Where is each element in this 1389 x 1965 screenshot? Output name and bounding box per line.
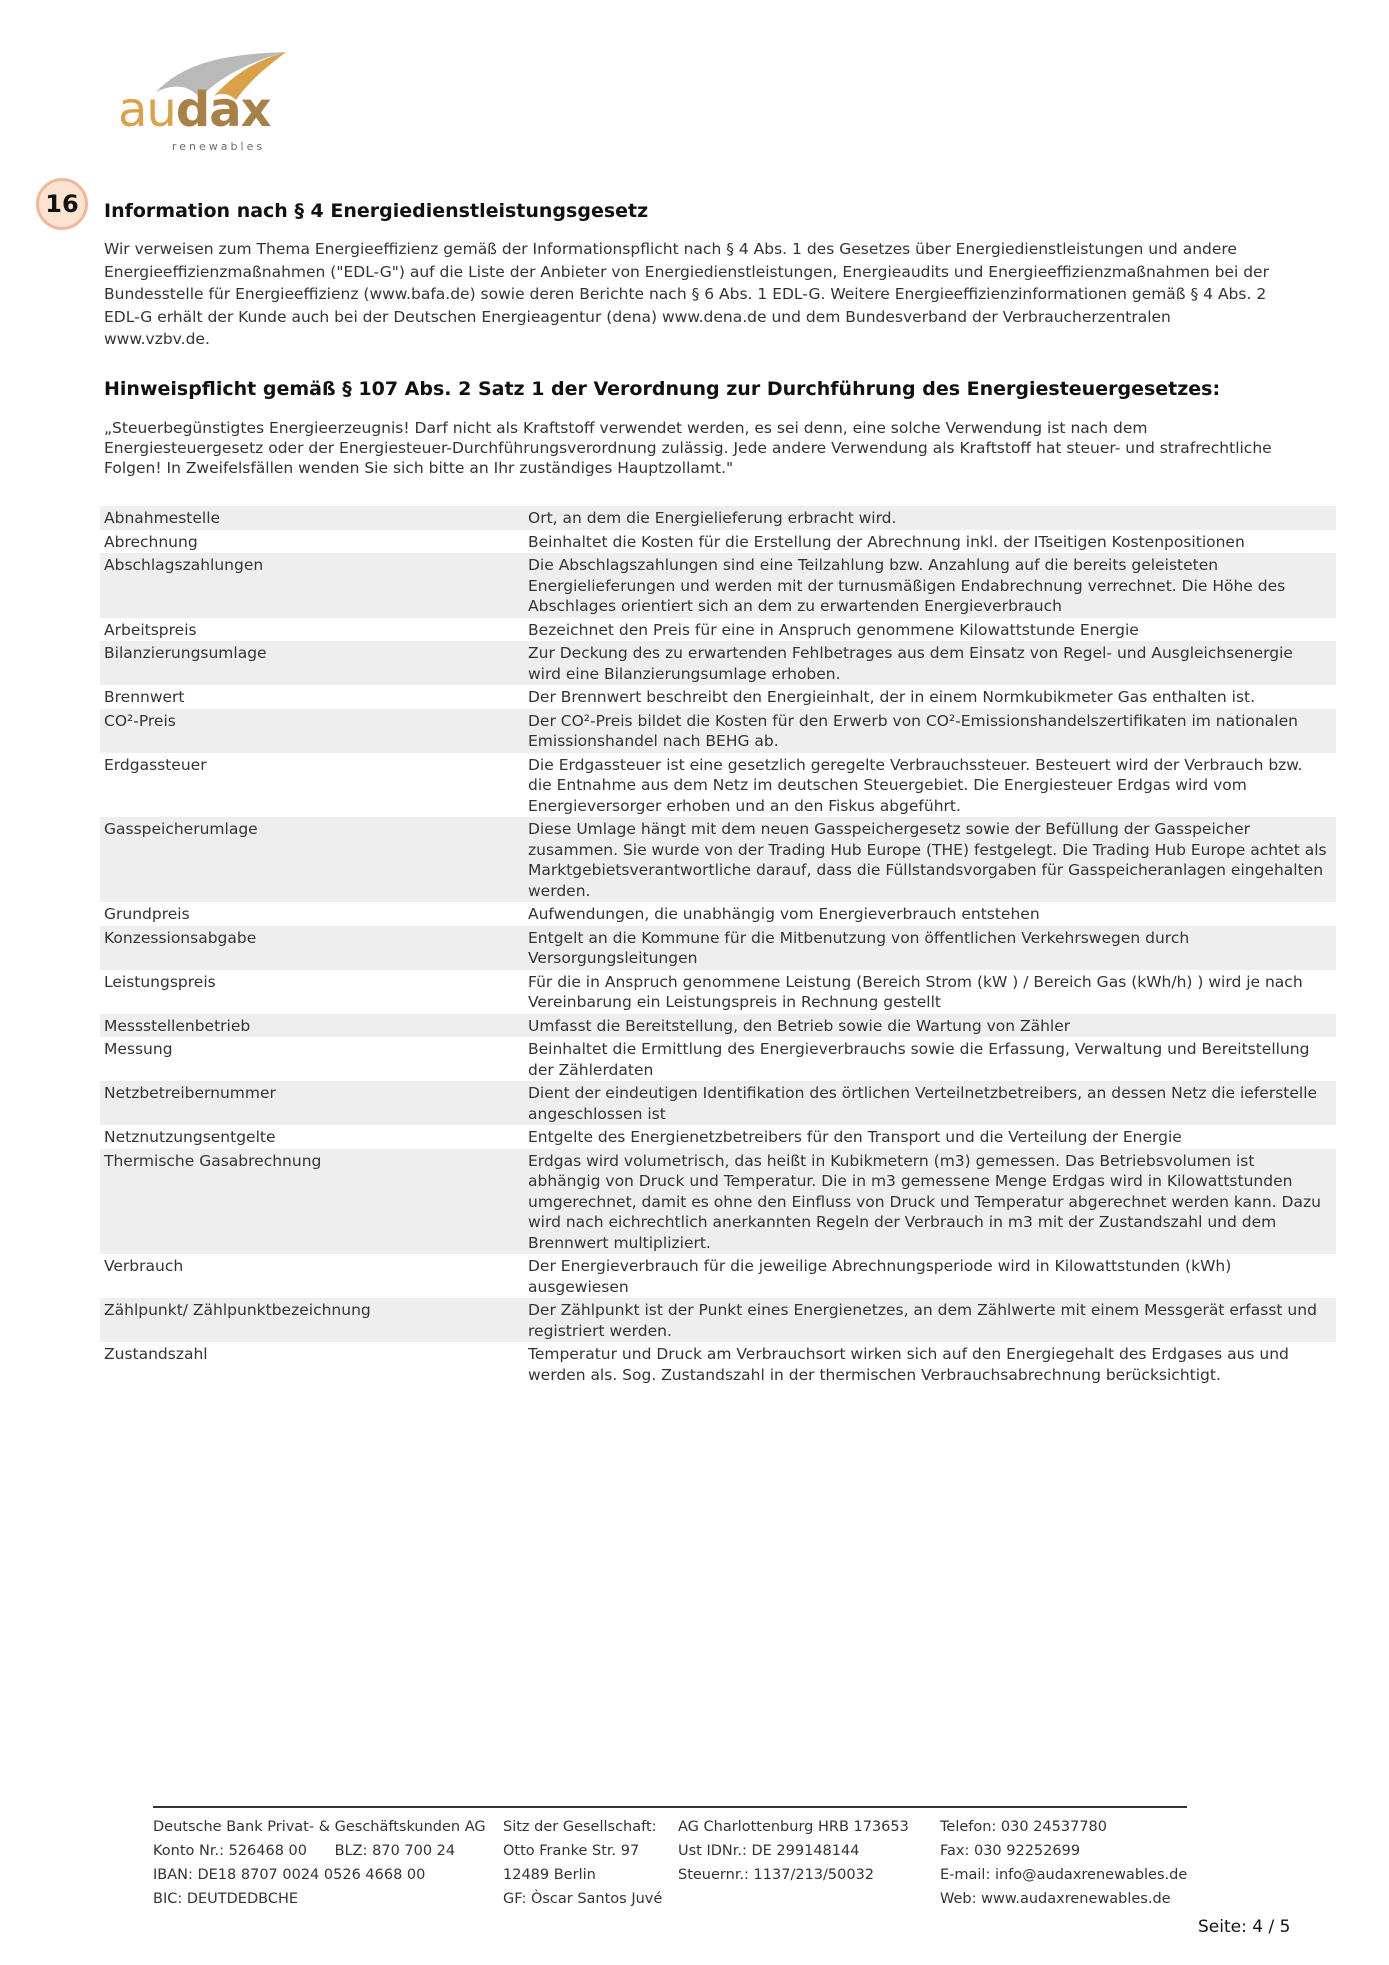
logo-tagline: renewables [172,140,266,153]
logo-wordmark: audax [118,82,271,138]
table-row [100,817,1336,902]
table-row [100,1149,1336,1255]
footer-line: Ust IDNr.: DE 299148144 [678,1843,860,1859]
glossary-definition: Die Erdgassteuer ist eine gesetzlich geregelte Verbrauchssteuer. Besteuert wird der Verbrauch bzw. die Entnahme aus dem Netz im deutschen Steuergebiet. Die Energiesteuer Erdgas wird vom Energieversorger erhoben und an den Fiskus abgeführt. [528,755,1303,815]
glossary-term: Netzbetreibernummer [104,1084,276,1102]
footer-line: IBAN: DE18 8707 0024 0526 4668 00 [153,1867,426,1883]
glossary-term: Verbrauch [104,1257,184,1275]
glossary-term: Abschlagszahlungen [104,556,264,574]
footer-bank-column [153,1815,503,1911]
table-row [100,1298,1336,1342]
footer-line: BIC: DEUTDEDBCHE [153,1891,299,1907]
table-row [100,926,1336,970]
glossary-term: Messstellenbetrieb [104,1016,251,1035]
footer-line: E-mail: info@audaxrenewables.de [940,1867,1188,1883]
glossary-definition: Der Brennwert beschreibt den Energieinhalt, der in einem Normkubikmeter Gas enthalten ist. [528,688,1256,706]
footer-line: Deutsche Bank Privat- & Geschäftskunden AG [153,1819,486,1835]
glossary-term: Zustandszahl [104,1345,208,1363]
table-row [100,709,1336,753]
glossary-definition: Der CO²-Preis bildet die Kosten für den Erwerb von CO²-Emissionshandelszertifikaten im nationalen Emissionshandel nach BEHG ab. [528,711,1298,750]
table-row [100,530,1336,554]
glossary-term: Grundpreis [104,905,190,923]
section-number-badge: 16 [36,178,88,230]
glossary-term: CO²-Preis [104,711,176,730]
table-row [100,970,1336,1014]
table-row [100,641,1336,685]
notice-title: Hinweispflicht gemäß § 107 Abs. 2 Satz 1 der Verordnung zur Durchführung des Energiesteuergesetzes: [104,378,1221,400]
glossary-definition: Zur Deckung des zu erwartenden Fehlbetrages aus dem Einsatz von Regel- und Ausgleichsenergie wird eine Bilanzierungsumlage erhoben. [528,644,1293,683]
glossary-term: Konzessionsabgabe [104,928,257,947]
section-body: Wir verweisen zum Thema Energieeffizienz gemäß der Informationspflicht nach § 4 Abs. 1 des Gesetzes über Energiedienstleistungen und andere Energieeffizienzmaßnahmen ("EDL-G") auf die Liste der Anbieter von Energiedienstleistungen, Energieaudits und Energieeffizienzmaßnahmen bei der Bundesstelle für Energieeffizienz (www.bafa.de) sowie deren Berichte nach § 6 Abs. 1 EDL-G. Weitere Energieeffizienzinformationen gemäß § 4 Abs. 2 EDL-G erhält der Kunde auch bei der Deutschen Energieagentur (dena) www.dena.de und dem Bundesverband der Verbraucherzentralen www.vzbv.de. [104,240,1269,348]
glossary-definition: Bezeichnet den Preis für eine in Anspruch genommene Kilowattstunde Energie [528,620,1139,639]
glossary-definition: Umfasst die Bereitstellung, den Betrieb sowie die Wartung von Zähler [528,1016,1071,1035]
glossary-term: Erdgassteuer [104,755,207,774]
glossary-term: Brennwert [104,688,185,706]
section-title: Information nach § 4 Energiedienstleistungsgesetz [104,200,649,222]
footer-line: GF: Òscar Santos Juvé [503,1891,663,1907]
glossary-term: Arbeitspreis [104,620,197,639]
glossary-table [100,506,1336,1386]
table-row [100,1014,1336,1038]
glossary-definition: Der Energieverbrauch für die jeweilige Abrechnungsperiode wird in Kilowattstunden (kWh) ausgewiesen [528,1257,1232,1296]
glossary-term: Messung [104,1040,173,1058]
footer-line: Konto Nr.: 526468 00 BLZ: 870 700 24 [153,1843,456,1859]
glossary-definition: Beinhaltet die Kosten für die Erstellung der Abrechnung inkl. der ITseitigen Kostenpositionen [528,532,1245,551]
table-row [100,1125,1336,1149]
glossary-definition: Diese Umlage hängt mit dem neuen Gasspeichergesetz sowie der Befüllung der Gasspeicher zusammen. Sie wurde von der Trading Hub Europe (THE) festgelegt. Die Trading Hub Europe achtet als Marktgebietsverantwortliche darauf, dass die Füllstandsvorgaben für Gasspeicheranlagen eingehalten werden. [528,820,1327,900]
footer-line: Otto Franke Str. 97 [503,1843,640,1859]
glossary-term: Abnahmestelle [104,509,221,527]
glossary-term: Thermische Gasabrechnung [104,1151,322,1170]
glossary-definition: Entgelt an die Kommune für die Mitbenutzung von öffentlichen Verkehrswegen durch Versorgungsleitungen [528,928,1190,967]
table-row [100,618,1336,642]
footer-divider [153,1806,1187,1808]
glossary-definition: Beinhaltet die Ermittlung des Energieverbrauchs sowie die Erfassung, Verwaltung und Bereitstellung der Zählerdaten [528,1040,1310,1079]
footer-contact-column [940,1815,1190,1911]
footer-line: Steuernr.: 1137/213/50032 [678,1867,875,1883]
glossary-definition: Ort, an dem die Energielieferung erbracht wird. [528,509,897,527]
glossary-definition: Der Zählpunkt ist der Punkt eines Energienetzes, an dem Zählwerte mit einem Messgerät erfasst und registriert werden. [528,1301,1317,1340]
glossary-definition: Temperatur und Druck am Verbrauchsort wirken sich auf den Energiegehalt des Erdgases aus und werden als. Sog. Zustandszahl in der thermischen Verbrauchsabrechnung berücksichtigt. [528,1345,1289,1384]
footer-line: Sitz der Gesellschaft: [503,1819,657,1835]
table-row [100,506,1336,530]
footer-line: AG Charlottenburg HRB 173653 [678,1819,909,1835]
glossary-term: Gasspeicherumlage [104,820,258,838]
notice-body: „Steuerbegünstigtes Energieerzeugnis! Darf nicht als Kraftstoff verwendet werden, es sei denn, eine solche Verwendung ist nach dem Energiesteuergesetz oder der Energiesteuer-Durchführungsverordnung zulässig. Jede andere Verwendung als Kraftstoff hat steuer- und strafrechtliche Folgen! In Zweifelsfällen wenden Sie sich bitte an Ihr zuständiges Hauptzollamt." [104,419,1272,477]
company-logo [118,48,288,158]
footer-line: Telefon: 030 24537780 [940,1819,1108,1835]
table-row [100,553,1336,618]
glossary-term: Abrechnung [104,532,198,551]
page-number: Seite: 4 / 5 [1198,1917,1291,1937]
table-row [100,1254,1336,1298]
glossary-definition: Für die in Anspruch genommene Leistung (Bereich Strom (kW ) / Bereich Gas (kWh/h) ) wird je nach Vereinbarung ein Leistungspreis in Rechnung gestellt [528,972,1303,1011]
glossary-definition: Entgelte des Energienetzbetreibers für den Transport und die Verteilung der Energie [528,1128,1182,1146]
glossary-term: Leistungspreis [104,972,216,991]
table-row [100,902,1336,926]
glossary-definition: Aufwendungen, die unabhängig vom Energieverbrauch entstehen [528,905,1040,923]
footer-line: Fax: 030 92252699 [940,1843,1081,1859]
footer [153,1815,1193,1911]
table-row [100,1081,1336,1125]
table-row [100,1342,1336,1386]
glossary-definition: Erdgas wird volumetrisch, das heißt in Kubikmetern (m3) gemessen. Das Betriebsvolumen ist abhängig von Druck und Temperatur. Die in m3 gemessene Menge Erdgas wird in Kilowattstunden umgerechnet, damit es ohne den Einfluss von Druck und Temperatur abgerechnet werden kann. Dazu wird nach eichrechtlich anerkannten Regeln der Verbrauch in m3 mit der Zustandszahl und dem Brennwert multipliziert. [528,1151,1321,1252]
footer-line: 12489 Berlin [503,1867,596,1883]
table-row [100,1037,1336,1081]
glossary-term: Bilanzierungsumlage [104,644,267,662]
glossary-term: Zählpunkt/ Zählpunktbezeichnung [104,1301,371,1319]
footer-line: Web: www.audaxrenewables.de [940,1891,1171,1907]
table-row [100,685,1336,709]
glossary-definition: Dient der eindeutigen Identifikation des örtlichen Verteilnetzbetreibers, an dessen Netz die ieferstelle angeschlossen ist [528,1084,1318,1123]
footer-registry-column [678,1815,940,1911]
glossary-term: Netznutzungsentgelte [104,1128,276,1146]
table-row [100,753,1336,818]
footer-address-column [503,1815,678,1911]
glossary-definition: Die Abschlagszahlungen sind eine Teilzahlung bzw. Anzahlung auf die bereits geleisteten Energielieferungen und werden mit der turnusmäßigen Endabrechnung verrechnet. Die Höhe des Abschlages orientiert sich an dem zu erwartenden Energieverbrauch [528,556,1286,615]
